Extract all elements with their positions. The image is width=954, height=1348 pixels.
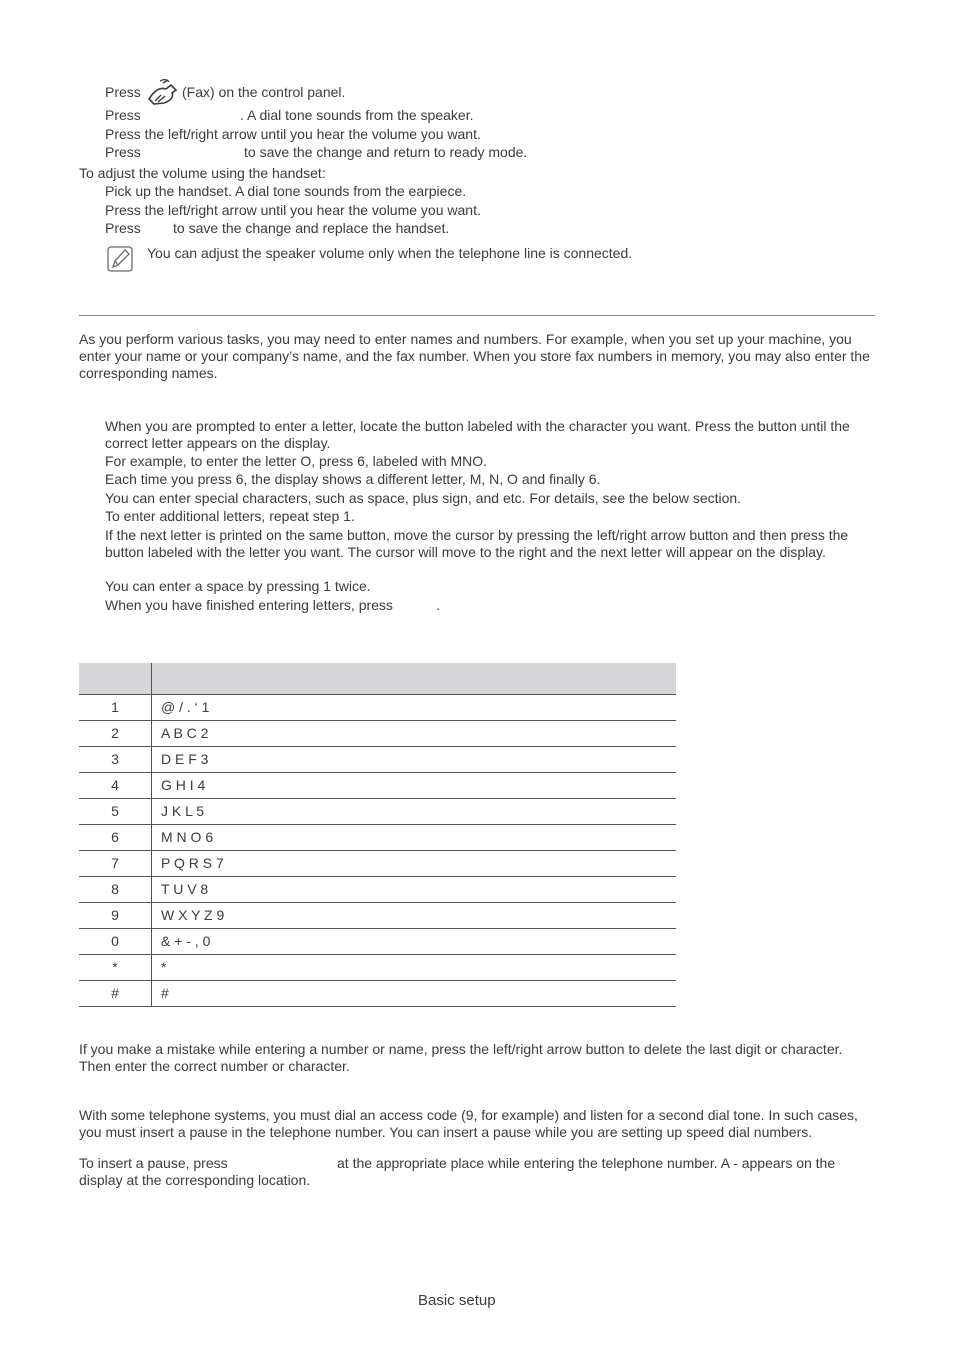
key-cell: 2 [79,721,152,747]
characters-cell: T U V 8 [152,877,677,903]
letter-step-6: If the next letter is printed on the same button, move the cursor by pressing the left/right arrow button and then press the button labeled with the letter you want. The cursor will move to the right and the next letter will appear on the display. [105,527,849,560]
pause-paragraph-1: With some telephone systems, you must dial an access code (9, for example) and listen for a second dial tone. In such cases, you must insert a pause in the telephone number. You can insert a pause while you are setting up speed dial numbers. [79,1107,858,1140]
table-header-key [79,663,152,695]
key-cell: 6 [79,825,152,851]
key-cell: 4 [79,773,152,799]
intro-paragraph: As you perform various tasks, you may need to enter names and numbers. For example, when you set up your machine, you enter your name or your company’s name, and the fax number. When you store fax numbers in memory, you may also enter the corresponding names. [79,331,870,381]
characters-cell: M N O 6 [152,825,677,851]
note-pencil-icon [107,246,133,272]
note-text: You can adjust the speaker volume only when the telephone line is connected. [147,245,633,261]
characters-cell: & + - , 0 [152,929,677,955]
table-row [79,955,676,981]
key-cell: 1 [79,695,152,721]
table-header-characters [152,663,677,695]
letter-step-4: You can enter special characters, such as space, plus sign, and etc. For details, see the below section. [105,490,742,506]
step-a2-pre: Press [105,107,141,123]
characters-cell: # [152,981,677,1007]
table-row [79,877,676,903]
characters-cell: G H I 4 [152,773,677,799]
characters-cell: D E F 3 [152,747,677,773]
step-a3: Press the left/right arrow until you hear the volume you want. [105,126,481,142]
letter-step-5: To enter additional letters, repeat step 1. [105,508,355,524]
step-a2-post: . A dial tone sounds from the speaker. [240,107,474,123]
key-cell: * [79,955,152,981]
table-row [79,695,676,721]
step-a1-pre: Press [105,84,141,100]
letter-step-1: When you are prompted to enter a letter, locate the button labeled with the character you want. Press the button until the correct letter appears on the display. [105,418,850,451]
key-cell: 0 [79,929,152,955]
handset-intro: To adjust the volume using the handset: [79,165,326,181]
characters-cell: @ / . ‘ 1 [152,695,677,721]
characters-cell: J K L 5 [152,799,677,825]
letter-step-3: Each time you press 6, the display shows a different letter, M, N, O and finally 6. [105,471,601,487]
fax-icon [146,79,182,107]
characters-cell: * [152,955,677,981]
step-b2: Press the left/right arrow until you hear the volume you want. [105,202,481,218]
table-row [79,981,676,1007]
characters-cell: P Q R S 7 [152,851,677,877]
letter-step-2: For example, to enter the letter O, press 6, labeled with MNO. [105,453,488,469]
key-cell: 5 [79,799,152,825]
characters-cell: A B C 2 [152,721,677,747]
pause-paragraph-2-pre: To insert a pause, press [79,1155,228,1171]
table-row [79,721,676,747]
table-row [79,929,676,955]
table-row [79,825,676,851]
table-row [79,903,676,929]
keypad-characters-table [79,663,676,1007]
step-b3-pre: Press [105,220,141,236]
characters-cell: W X Y Z 9 [152,903,677,929]
pause-paragraph-2-post: at the appropriate place while entering the telephone number. A - appears on the display at the corresponding location. [79,1155,836,1188]
step-a4-pre: Press [105,144,141,160]
table-row [79,747,676,773]
correcting-paragraph: If you make a mistake while entering a number or name, press the left/right arrow button to delete the last digit or character. Then enter the correct number or character. [79,1041,843,1074]
key-cell: # [79,981,152,1007]
table-row [79,799,676,825]
table-row [79,851,676,877]
table-header-row [79,663,676,695]
step-b3-post: to save the change and replace the handset. [173,220,450,236]
step-a4-post: to save the change and return to ready mode. [244,144,528,160]
step-a1-post: (Fax) on the control panel. [182,84,346,100]
key-cell: 7 [79,851,152,877]
section-divider [79,315,875,316]
key-cell: 8 [79,877,152,903]
key-cell: 9 [79,903,152,929]
page-footer: Basic setup [418,1292,496,1309]
table-row [79,773,676,799]
key-cell: 3 [79,747,152,773]
letter-step-8-post: . [436,597,440,613]
letter-step-7: You can enter a space by pressing 1 twice. [105,578,371,594]
letter-step-8-pre: When you have finished entering letters, press [105,597,393,613]
step-b1: Pick up the handset. A dial tone sounds from the earpiece. [105,183,467,199]
